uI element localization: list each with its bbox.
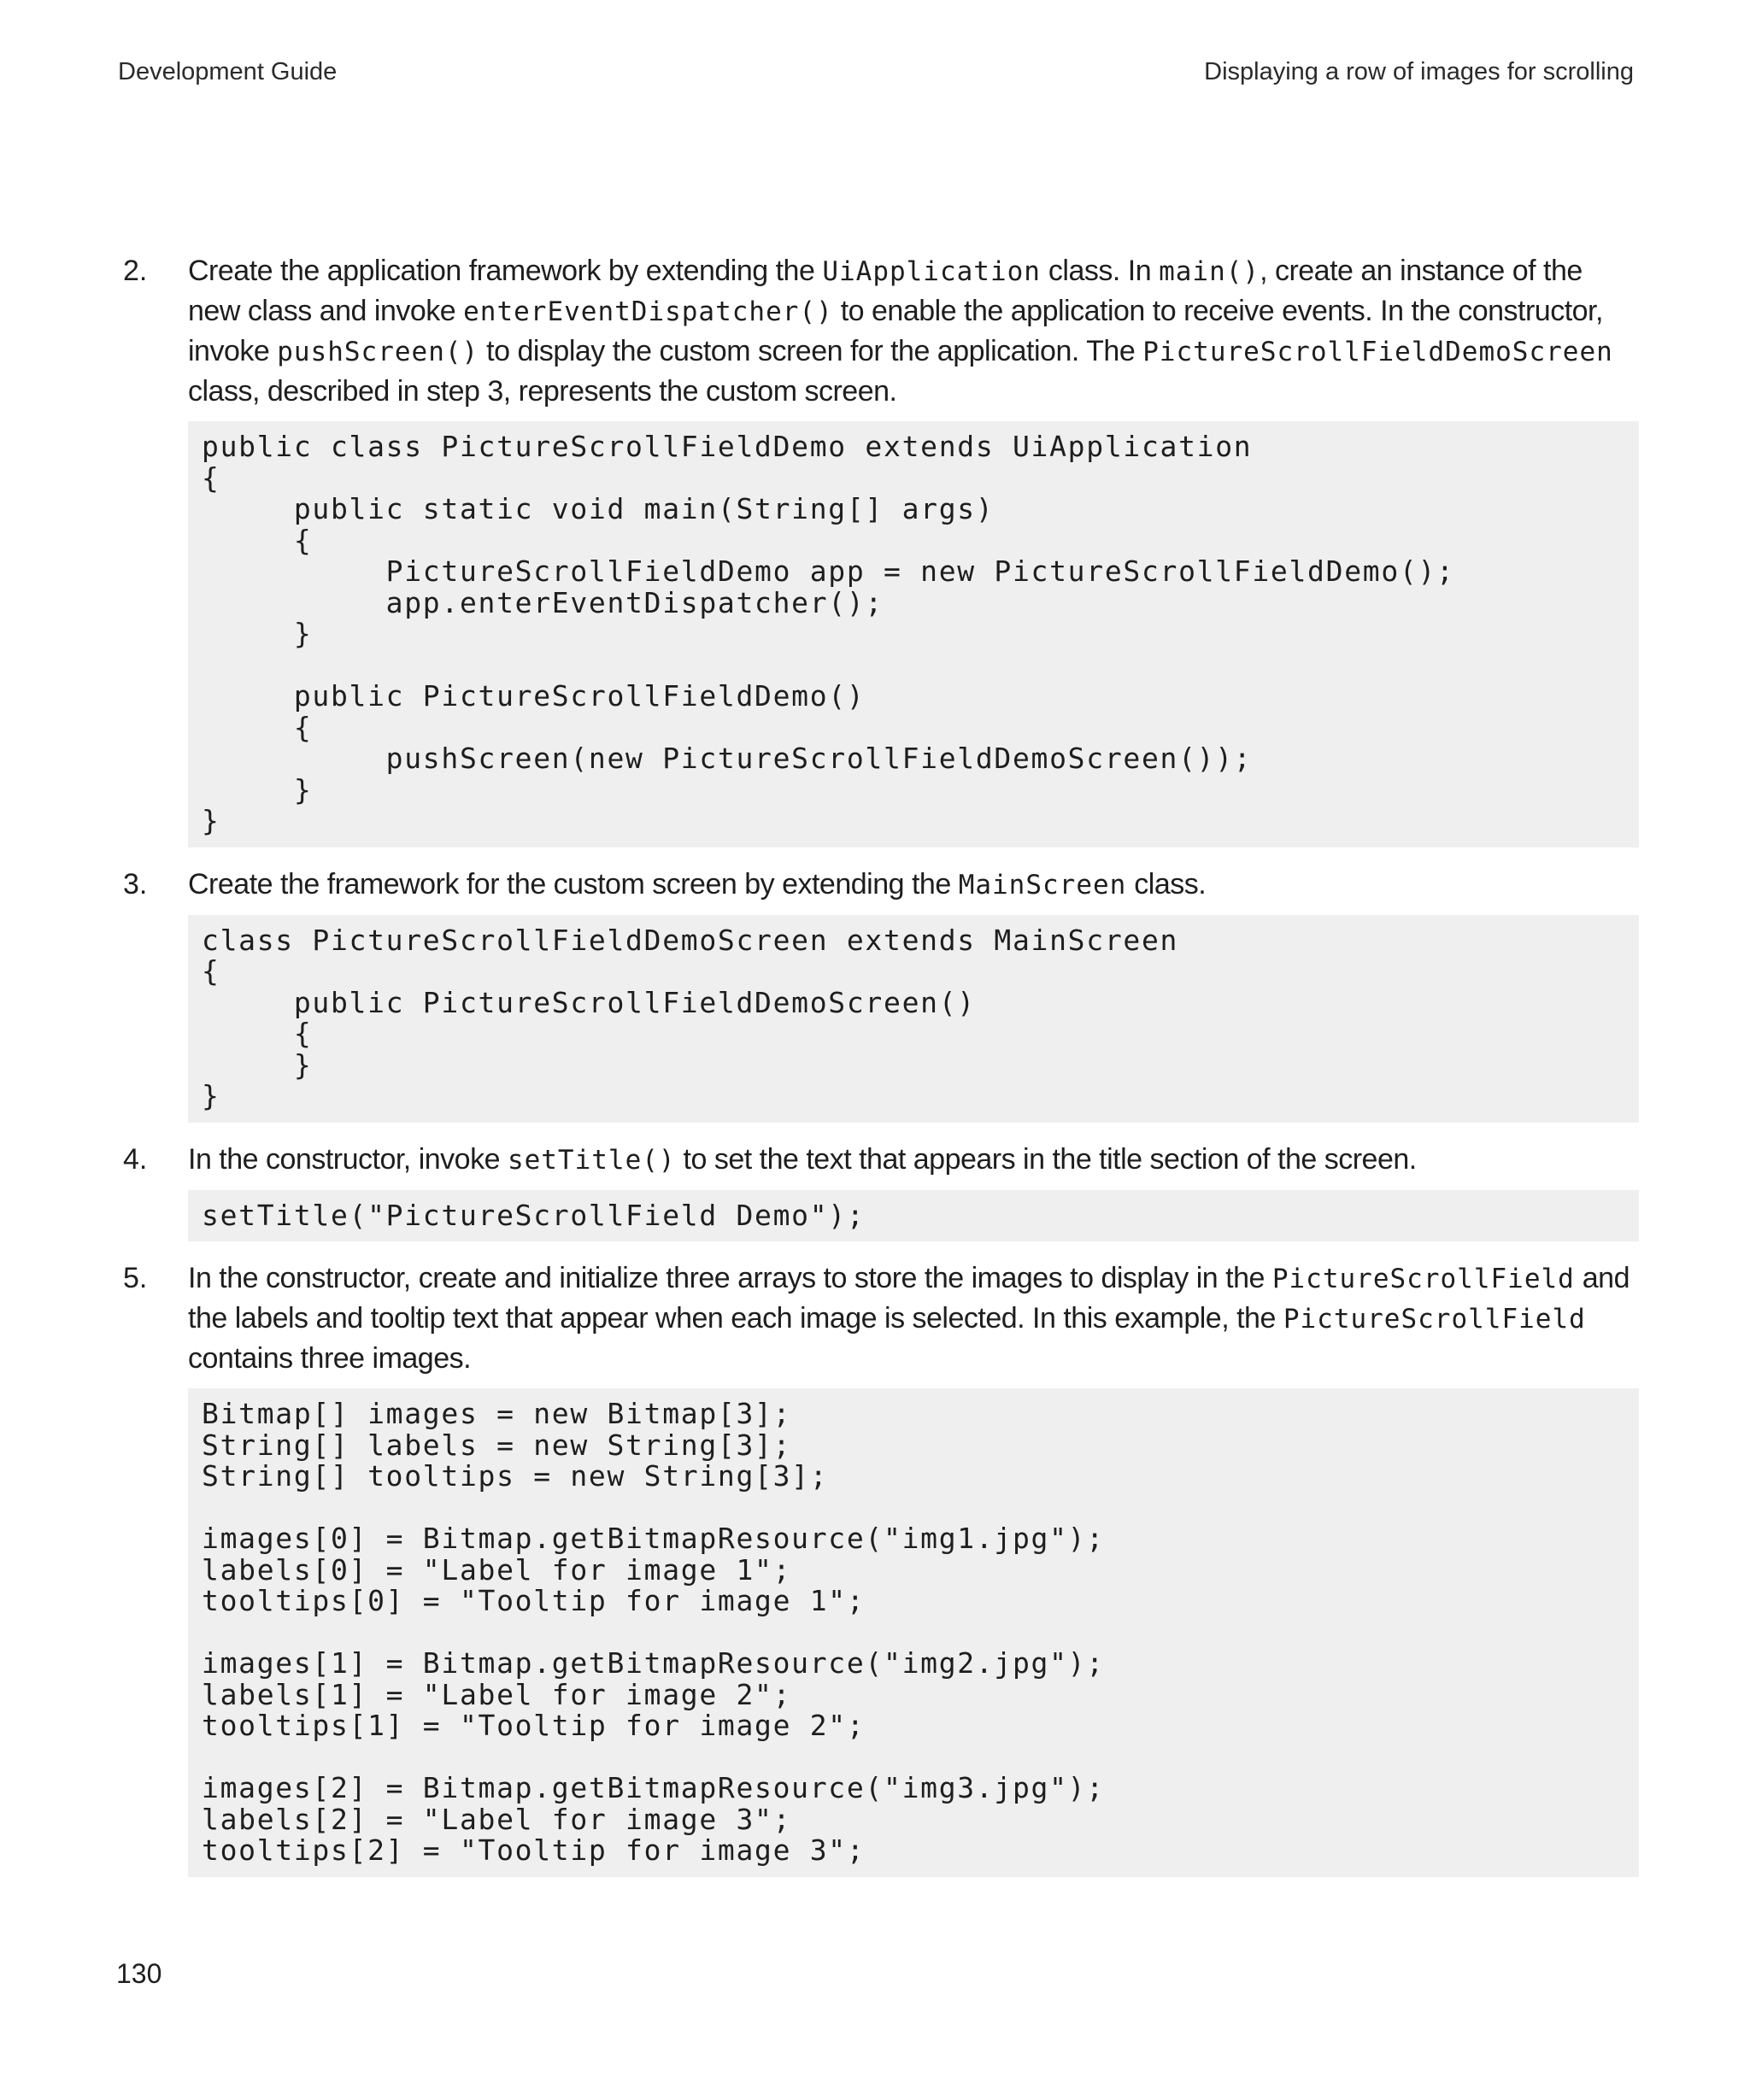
text-run: to set the text that appears in the title section of the screen.: [675, 1142, 1417, 1176]
text-run: class.: [1126, 867, 1207, 900]
code-line: }: [202, 617, 313, 650]
step-number: 4.: [123, 1142, 148, 1176]
code-line: {: [202, 1017, 313, 1050]
inline-code: pushScreen(): [277, 337, 479, 367]
code-line: public PictureScrollFieldDemo(): [202, 679, 866, 713]
step-2: [118, 251, 1639, 848]
code-line: public PictureScrollFieldDemoScreen(): [202, 985, 976, 1019]
text-run: In the constructor, create and initialize three arrays to store the images to display in the: [188, 1262, 1272, 1294]
code-line: class PictureScrollFieldDemoScreen extends MainScreen: [202, 923, 1179, 957]
code-line: }: [202, 1079, 220, 1112]
code-line: tooltips[1] = "Tooltip for image 2";: [202, 1709, 866, 1742]
text-run: contains three images.: [188, 1342, 472, 1375]
code-line: [202, 1493, 1625, 1524]
code-line: public class PictureScrollFieldDemo extends UiApplication: [202, 430, 1253, 463]
inline-code: UiApplication: [822, 256, 1041, 287]
inline-code: MainScreen: [958, 869, 1127, 900]
text-run: to enable the application to receive events. In the constructor, invoke: [188, 295, 1603, 367]
text-run: to display the custom screen for the application. The: [479, 335, 1143, 367]
inline-code: enterEventDispatcher(): [463, 296, 833, 327]
text-run: and the labels and tooltip text that appear when each image is selected. In this example, the: [188, 1262, 1630, 1334]
step-paragraph: [188, 1258, 1639, 1378]
code-line: tooltips[2] = "Tooltip for image 3";: [202, 1833, 866, 1867]
code-line: images[2] = Bitmap.getBitmapResource("img3.jpg");: [202, 1771, 1105, 1804]
step-5: [118, 1258, 1639, 1877]
text-run: Create the framework for the custom screen by extending the: [188, 867, 959, 900]
inline-code: PictureScrollField: [1271, 1264, 1575, 1294]
code-block: [188, 421, 1639, 848]
code-line: images[1] = Bitmap.getBitmapResource("img2.jpg");: [202, 1646, 1105, 1680]
text-run: Create the application framework by extending the: [188, 255, 823, 287]
text-run: class, described in step 3, represents the custom screen.: [188, 375, 897, 408]
code-line: public static void main(String[] args): [202, 492, 995, 525]
inline-code: main(): [1159, 256, 1260, 287]
code-line: labels[2] = "Label for image 3";: [202, 1802, 792, 1836]
step-paragraph: [188, 251, 1639, 411]
code-line: labels[1] = "Label for image 2";: [202, 1677, 792, 1711]
code-line: {: [202, 460, 220, 495]
step-4: [118, 1140, 1639, 1242]
inline-code: setTitle(): [507, 1144, 676, 1176]
code-block: [188, 1190, 1639, 1242]
text-run: class. In: [1040, 255, 1160, 287]
code-line: }: [202, 772, 313, 807]
code-line: app.enterEventDispatcher();: [202, 585, 884, 619]
text-run: , create an instance of the new class and invoke: [188, 255, 1583, 327]
page-content: [118, 251, 1639, 1894]
code-line: tooltips[0] = "Tooltip for image 1";: [202, 1584, 866, 1617]
code-line: setTitle("PictureScrollField Demo");: [202, 1198, 866, 1232]
code-line: [202, 650, 1625, 682]
step-paragraph: [188, 865, 1639, 905]
code-line: }: [202, 1047, 313, 1082]
step-paragraph: [188, 1140, 1639, 1180]
code-line: labels[0] = "Label for image 1";: [202, 1552, 792, 1587]
step-number: 3.: [123, 867, 148, 900]
code-line: {: [202, 523, 313, 557]
running-header-right: Displaying a row of images for scrolling: [1204, 58, 1634, 85]
code-line: PictureScrollFieldDemo app = new PictureScrollFieldDemo();: [202, 554, 1455, 588]
page-number: 130: [116, 1958, 162, 1989]
code-line: {: [202, 954, 220, 988]
code-line: [202, 1617, 1625, 1649]
step-3: [118, 865, 1639, 1123]
step-number: 5.: [123, 1262, 148, 1294]
inline-code: PictureScrollField: [1283, 1304, 1586, 1334]
code-line: String[] tooltips = new String[3];: [202, 1459, 829, 1493]
code-line: String[] labels = new String[3];: [202, 1428, 792, 1462]
code-block: [188, 915, 1639, 1123]
code-line: {: [202, 710, 313, 744]
text-run: In the constructor, invoke: [188, 1142, 508, 1176]
step-number: 2.: [123, 255, 148, 287]
code-block: [188, 1388, 1639, 1877]
code-line: [202, 1742, 1625, 1774]
code-line: pushScreen(new PictureScrollFieldDemoScreen());: [202, 742, 1253, 775]
code-line: Bitmap[] images = new Bitmap[3];: [202, 1397, 792, 1430]
inline-code: PictureScrollFieldDemoScreen: [1142, 337, 1613, 367]
code-line: images[0] = Bitmap.getBitmapResource("img1.jpg");: [202, 1522, 1105, 1555]
running-header-left: Development Guide: [118, 58, 338, 85]
code-line: }: [202, 804, 220, 837]
